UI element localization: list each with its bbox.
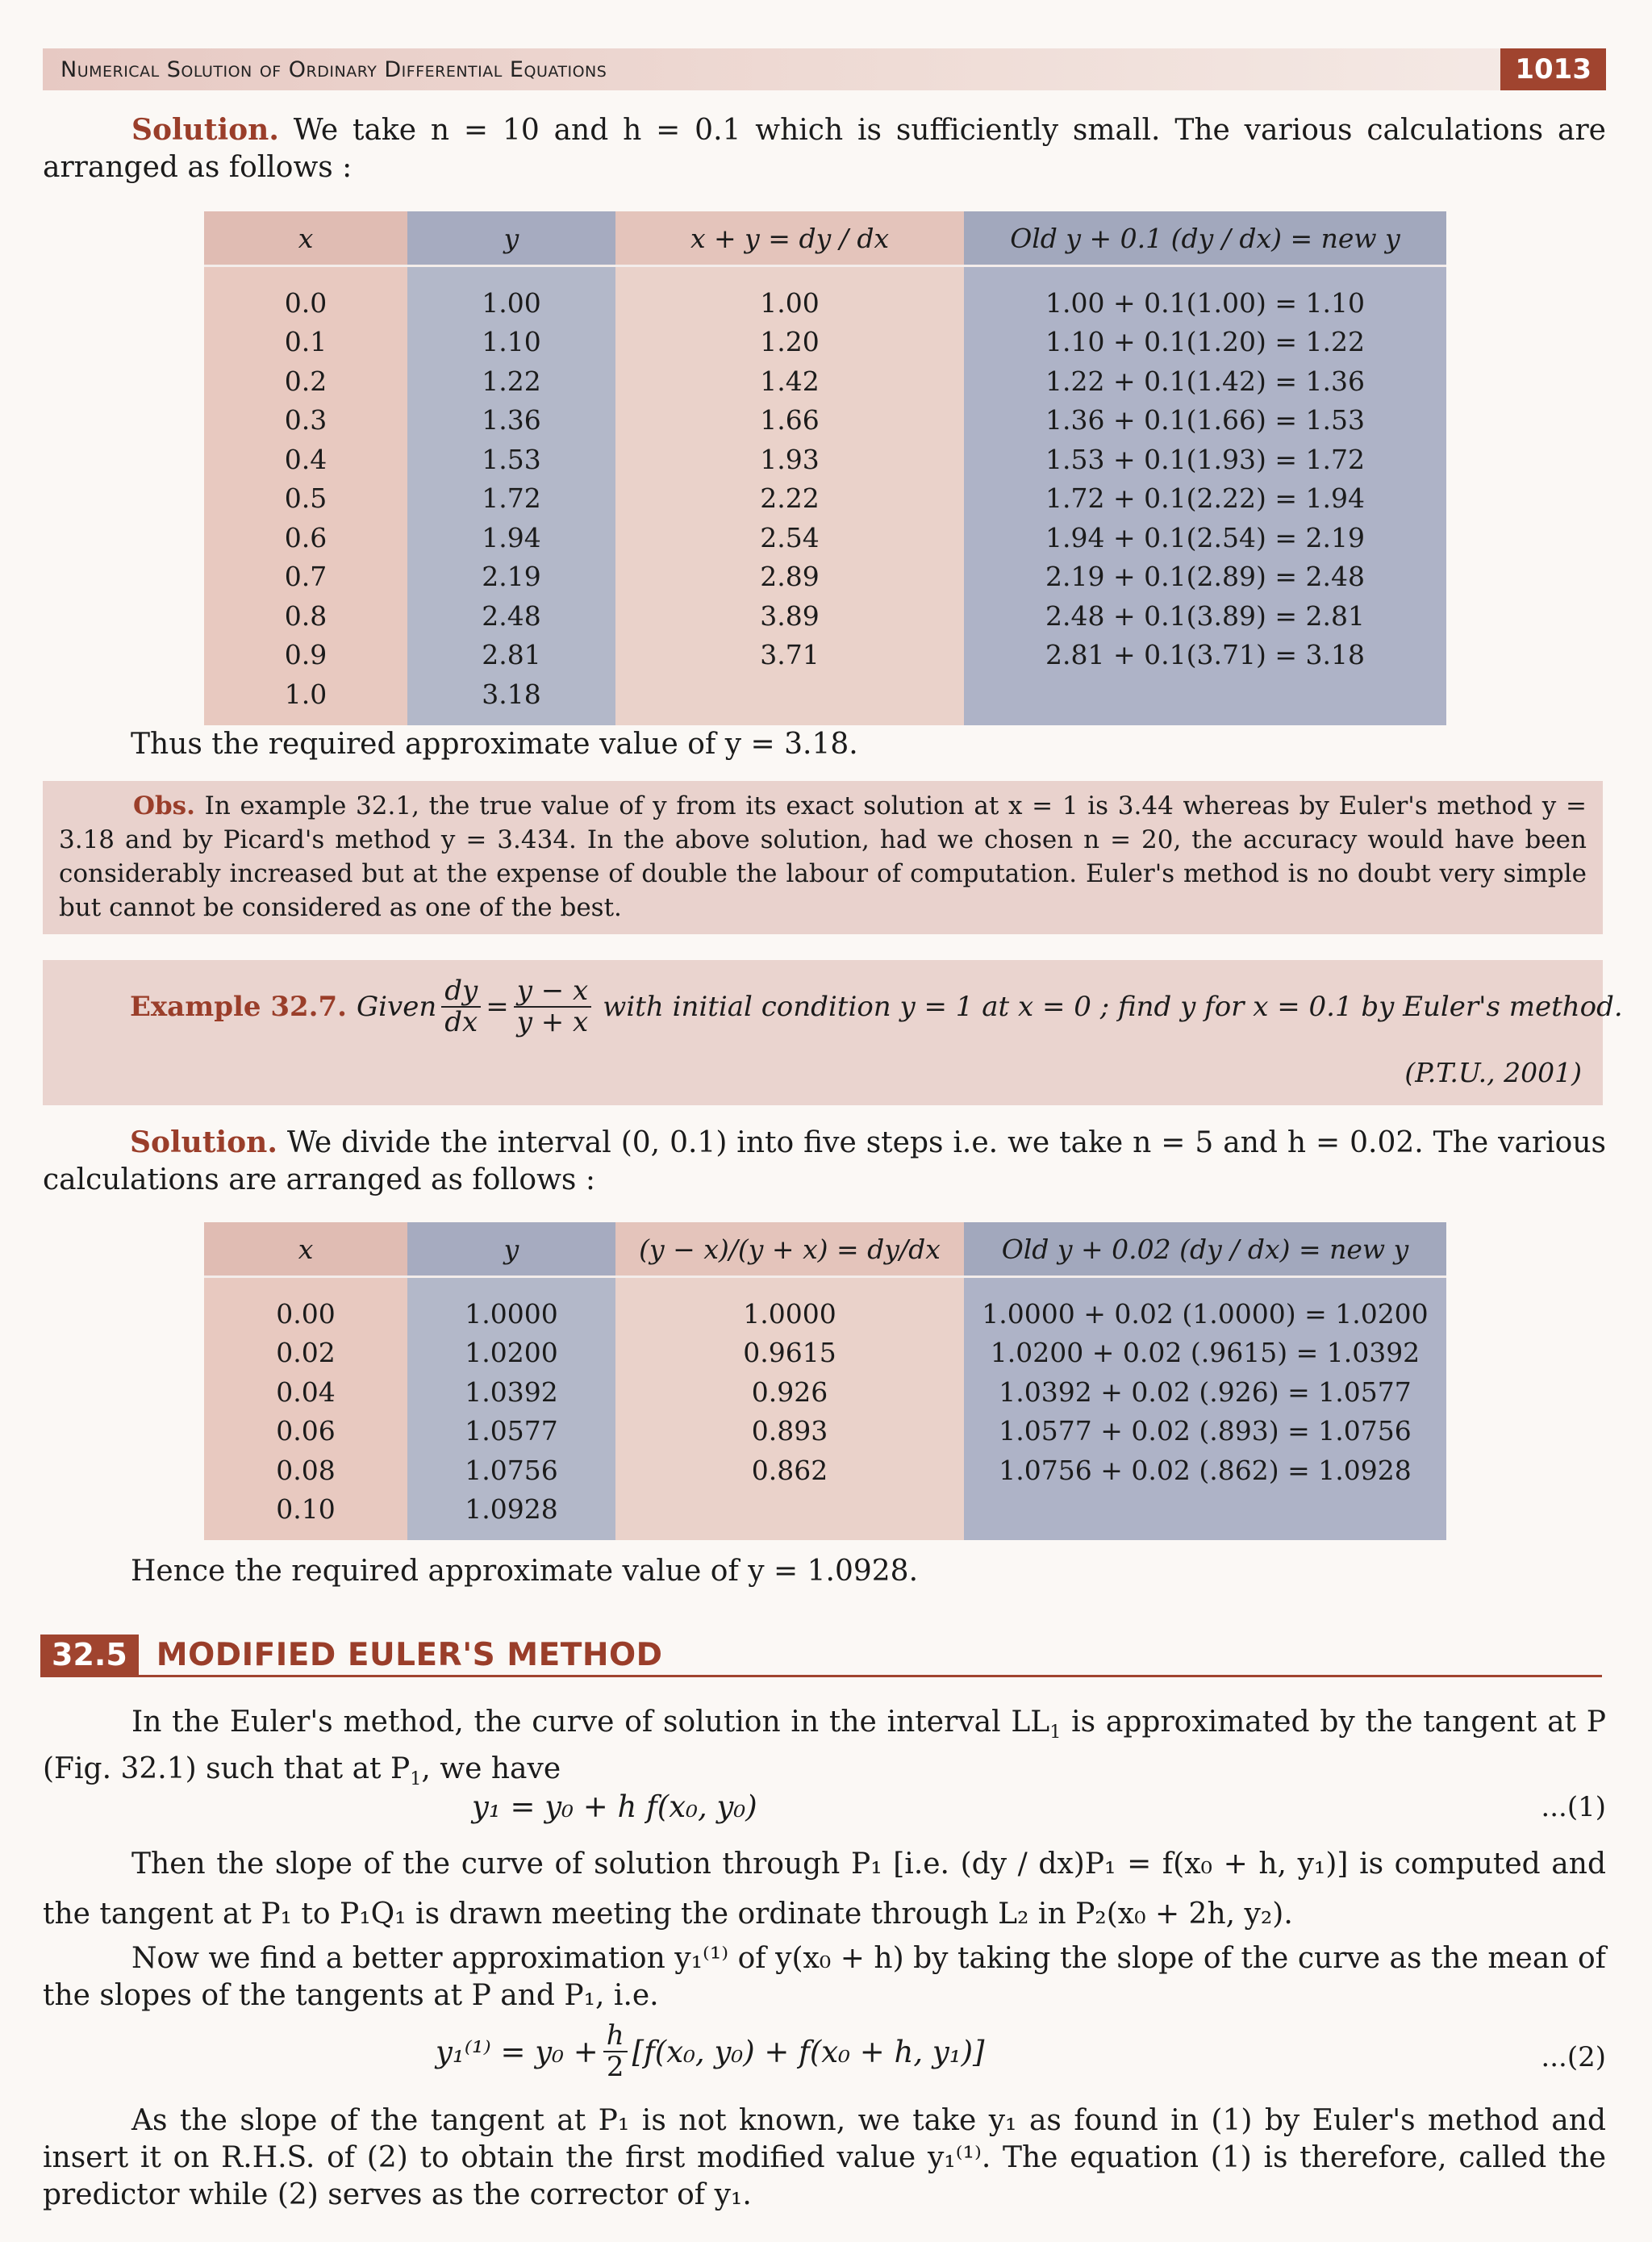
table-cell: 0.9 (204, 636, 407, 675)
paragraph-1-text-a: In the Euler's method, the curve of solution in the interval LL (131, 1706, 1050, 1739)
example-given: Given (357, 991, 437, 1024)
fraction-denominator: y + x (516, 1006, 589, 1039)
table-row (204, 323, 1446, 362)
table-row (204, 1372, 1446, 1412)
table-row (204, 440, 1446, 479)
euler-table-2 (204, 1222, 1446, 1540)
example-box (43, 960, 1623, 1105)
paragraph-1 (43, 1704, 1606, 1797)
table-cell: 2.89 (615, 557, 964, 597)
table-cell: 3.71 (615, 636, 964, 675)
example-statement (130, 976, 1623, 1038)
table-cell: 0.02 (204, 1334, 407, 1373)
table-cell: 1.22 (407, 361, 615, 401)
section-title: MODIFIED EULER'S METHOD (156, 1636, 663, 1673)
table-cell: 1.00 + 0.1(1.00) = 1.10 (964, 283, 1446, 323)
solution-1-lead: Solution. (131, 113, 279, 147)
result-1: Thus the required approximate value of y = 3.18. (131, 728, 858, 761)
table-row (204, 1412, 1446, 1451)
table-header-row (204, 211, 1446, 266)
table-row (204, 361, 1446, 401)
derivative-fraction (441, 976, 481, 1038)
table-header-cell: x (204, 211, 407, 266)
solution-2-text: We divide the interval (0, 0.1) into five steps i.e. we take n = 5 and h = 0.02. The various calculations are arranged as follows : (43, 1126, 1606, 1196)
table-cell: 0.00 (204, 1294, 407, 1334)
table-cell: 0.2 (204, 361, 407, 401)
table-cell: 1.93 (615, 440, 964, 479)
table-cell: 1.0 (204, 674, 407, 714)
table-cell: 1.0000 (407, 1294, 615, 1334)
table-header-cell: Old y + 0.02 (dy / dx) = new y (964, 1222, 1446, 1277)
table-cell: 2.48 (407, 596, 615, 636)
paragraph-3: Now we find a better approximation y₁⁽¹⁾ of y(x₀ + h) by taking the slope of the curve as the mean of the slopes of the tangents at P and P₁, i.e. (43, 1942, 1606, 2012)
running-header (43, 48, 1606, 90)
fraction-numerator: dy (441, 976, 481, 1008)
table-cell: 3.18 (407, 674, 615, 714)
fraction-denominator: 2 (606, 2051, 624, 2084)
table-cell: 2.81 + 0.1(3.71) = 3.18 (964, 636, 1446, 675)
table-cell: 0.8 (204, 596, 407, 636)
table-row (204, 479, 1446, 519)
table-cell: 0.926 (615, 1372, 964, 1412)
table-cell: 0.04 (204, 1372, 407, 1412)
table-row (204, 596, 1446, 636)
table-cell: 1.00 (407, 283, 615, 323)
table-cell: 1.0928 (407, 1490, 615, 1530)
table-cell: 1.94 (407, 518, 615, 557)
table-cell: 2.19 (407, 557, 615, 597)
table-cell (964, 674, 1446, 714)
equation-1-number: ...(1) (1541, 1791, 1606, 1823)
solution-1-paragraph (43, 111, 1606, 186)
table-cell: 1.66 (615, 401, 964, 440)
table-cell: 1.53 + 0.1(1.93) = 1.72 (964, 440, 1446, 479)
equation-1: y₁ = y₀ + h f(x₀, y₀) (472, 1789, 757, 1824)
table-cell: 1.42 (615, 361, 964, 401)
equation-2-fraction (603, 2021, 628, 2083)
table-header-cell: y (407, 1222, 615, 1277)
euler-table-1 (204, 211, 1446, 725)
table-row (204, 1490, 1446, 1530)
table-cell: 1.0000 + 0.02 (1.0000) = 1.0200 (964, 1294, 1446, 1334)
equation-2 (436, 2021, 984, 2083)
example-source: (P.T.U., 2001) (1404, 1057, 1582, 1088)
table-cell: 1.0756 (407, 1451, 615, 1490)
table-header-cell: x (204, 1222, 407, 1277)
table-cell: 2.54 (615, 518, 964, 557)
paragraph-2: Then the slope of the curve of solution through P₁ [i.e. (dy / dx)P₁ = f(x₀ + h, y₁)] is computed and the tangent at P₁ to P₁Q₁ is drawn meeting the ordinate through L₂ in P₂(x₀ + 2h, y₂). (43, 1847, 1606, 1931)
table-cell: 1.0200 (407, 1334, 615, 1373)
table-cell: 1.0000 (615, 1294, 964, 1334)
table-row (204, 518, 1446, 557)
example-rest: with initial condition y = 1 at x = 0 ; find y for x = 0.1 by Euler's method. (603, 991, 1623, 1024)
table-cell: 0.9615 (615, 1334, 964, 1373)
table-cell (615, 1490, 964, 1530)
table-row (204, 636, 1446, 675)
solution-2-paragraph (43, 1124, 1606, 1199)
table-cell: 2.22 (615, 479, 964, 519)
table-cell: 1.0392 + 0.02 (.926) = 1.0577 (964, 1372, 1446, 1412)
observation-box (43, 781, 1603, 934)
table-cell: 1.72 (407, 479, 615, 519)
result-2: Hence the required approximate value of y = 1.0928. (131, 1555, 919, 1588)
table-cell: 2.81 (407, 636, 615, 675)
equation-2-lhs: y₁⁽¹⁾ = y₀ + (436, 2034, 599, 2069)
table-cell: 1.10 (407, 323, 615, 362)
table-cell: 1.36 + 0.1(1.66) = 1.53 (964, 401, 1446, 440)
table-cell: 2.19 + 0.1(2.89) = 2.48 (964, 557, 1446, 597)
table-cell: 1.0756 + 0.02 (.862) = 1.0928 (964, 1451, 1446, 1490)
fraction-denominator: dx (444, 1006, 478, 1039)
table-cell (615, 674, 964, 714)
table-row (204, 1451, 1446, 1490)
table-cell: 3.89 (615, 596, 964, 636)
table-cell: 1.00 (615, 283, 964, 323)
table-cell: 0.893 (615, 1412, 964, 1451)
table-cell (964, 1490, 1446, 1530)
solution-2-lead: Solution. (130, 1125, 277, 1159)
ratio-fraction (514, 976, 592, 1038)
table-cell: 1.53 (407, 440, 615, 479)
table-cell: 1.72 + 0.1(2.22) = 1.94 (964, 479, 1446, 519)
observation-paragraph (43, 781, 1603, 925)
table-row (204, 1334, 1446, 1373)
fraction-numerator: y − x (514, 976, 592, 1008)
solution-1-text: We take n = 10 and h = 0.1 which is sufficiently small. The various calculations are arranged as follows : (43, 114, 1606, 184)
paragraph-1-text-b: is approximated by the tangent at P (Fig. 32.1) such that at P (43, 1706, 1606, 1786)
table-cell: 0.06 (204, 1412, 407, 1451)
paragraph-1-text-c: , we have (421, 1752, 561, 1786)
table-cell: 0.3 (204, 401, 407, 440)
table-row (204, 557, 1446, 597)
page-number: 1013 (1500, 48, 1606, 90)
observation-lead: Obs. (133, 791, 195, 820)
table-header-cell: Old y + 0.1 (dy / dx) = new y (964, 211, 1446, 266)
table-cell: 2.48 + 0.1(3.89) = 2.81 (964, 596, 1446, 636)
table-row (204, 1294, 1446, 1334)
equation-2-rhs: [f(x₀, y₀) + f(x₀ + h, y₁)] (632, 2034, 985, 2069)
table-cell: 1.20 (615, 323, 964, 362)
section-number: 32.5 (40, 1635, 139, 1675)
example-label: Example 32.7. (130, 991, 347, 1024)
table-cell: 1.10 + 0.1(1.20) = 1.22 (964, 323, 1446, 362)
paragraph-4: As the slope of the tangent at P₁ is not known, we take y₁ as found in (1) by Euler's method and insert it on R.H.S. of (2) to obtain the first modified value y₁⁽¹⁾. The equation (1) is therefore, called the predictor while (2) serves as the corrector of y₁. (43, 2104, 1606, 2211)
table-cell: 1.0577 (407, 1412, 615, 1451)
table-cell: 1.0200 + 0.02 (.9615) = 1.0392 (964, 1334, 1446, 1373)
table-header-cell: x + y = dy / dx (615, 211, 964, 266)
section-heading (40, 1635, 1602, 1677)
table-cell: 0.7 (204, 557, 407, 597)
table-cell: 1.36 (407, 401, 615, 440)
table-header-cell: y (407, 211, 615, 266)
table-header-row (204, 1222, 1446, 1277)
table-cell: 0.08 (204, 1451, 407, 1490)
table-cell: 1.22 + 0.1(1.42) = 1.36 (964, 361, 1446, 401)
table-cell: 1.0577 + 0.02 (.893) = 1.0756 (964, 1412, 1446, 1451)
equation-2-number: ...(2) (1541, 2041, 1606, 2073)
table-cell: 0.10 (204, 1490, 407, 1530)
table-row (204, 283, 1446, 323)
subscript: 1 (1049, 1722, 1062, 1743)
table-cell: 0.862 (615, 1451, 964, 1490)
table-cell: 1.94 + 0.1(2.54) = 2.19 (964, 518, 1446, 557)
table-cell: 0.0 (204, 283, 407, 323)
observation-text: In example 32.1, the true value of y from its exact solution at x = 1 is 3.44 whereas by Euler's method y = 3.18 and by Picard's method y = 3.434. In the above solution, had we chosen n = 20, the accuracy would have been considerably increased but at the expense of double the labour of computation. Euler's method is no doubt very simple but cannot be considered as one of the best. (59, 791, 1587, 922)
table-cell: 0.5 (204, 479, 407, 519)
running-title: Numerical Solution of Ordinary Differential Equations (60, 56, 607, 82)
table-header-cell: (y − x)/(y + x) = dy/dx (615, 1222, 964, 1277)
table-cell: 0.6 (204, 518, 407, 557)
table-row (204, 674, 1446, 714)
table-cell: 0.1 (204, 323, 407, 362)
fraction-numerator: h (603, 2021, 628, 2052)
table-cell: 0.4 (204, 440, 407, 479)
table-cell: 1.0392 (407, 1372, 615, 1412)
subscript: 1 (410, 1768, 422, 1790)
equals-sign: = (486, 991, 509, 1024)
table-row (204, 401, 1446, 440)
